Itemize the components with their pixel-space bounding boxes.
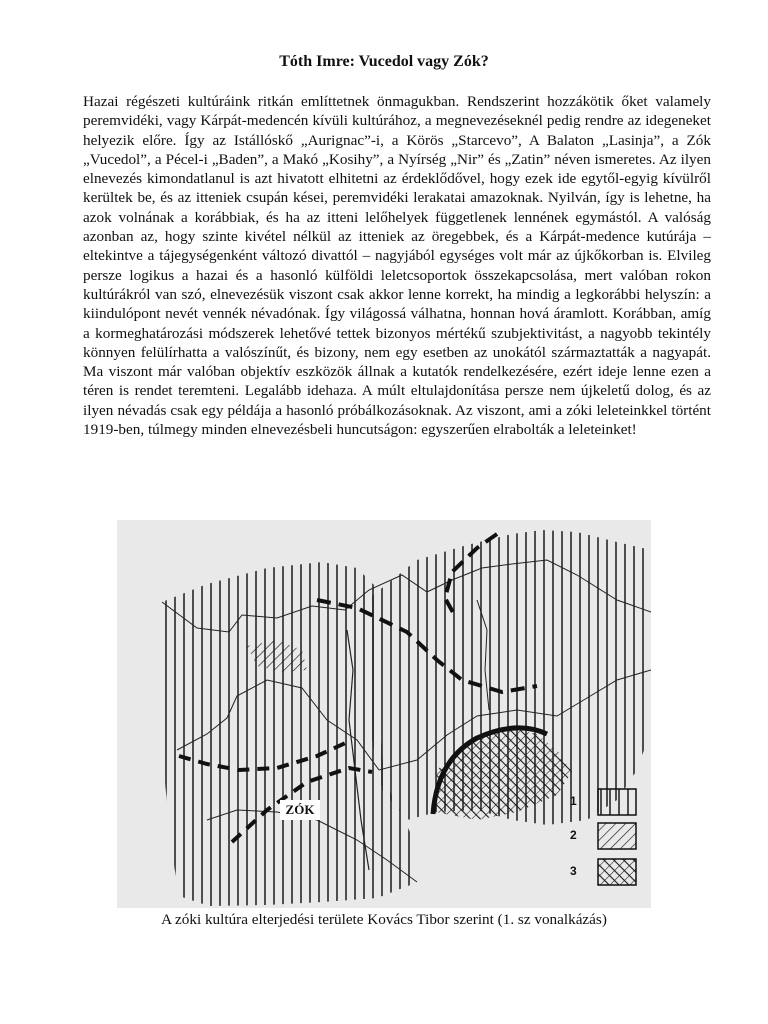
legend-item-1 — [570, 788, 640, 818]
body-paragraph: Hazai régészeti kultúráink ritkán említtetnek önmagukban. Rendszerint hozzákötik őket valamely peremvidéki, vagy Kárpát-medencén kívüli kultúrához, a megnevezéseknél pedig rendre az idegeneket helyezik előre. Így az Istállóskő „Aurignac”-i, a Körös „Starcevo”, A Balaton „Lasinja”, a Zók „Vucedol”, a Pécel-i „Baden”, a Makó „Kosihy”, a Nyírség „Nir” és „Zatin” néven ismeretes. Az ilyen elnevezés kimondatlanul is azt hivatott elhitetni az érdeklődővel, hogy ezek ide egytől-egyig kívülről kerültek be, és az itteniek csupán kései, peremvidéki lerakatai amazoknak. Nyilván, így is lehetne, ha azok volnának a korábbiak, és ha az itteni lelőhelyek függetlenek lennének egymástól. A valóság azonban az, hogy szinte kivétel nélkül az itteniek az öregebbek, és a Kárpát-medence kutúrája – eltekintve a tájegységenként változó divattól – nagyjából egységes volt már az újkőkorban is. Elvileg persze logikus a hazai és a hasonló külföldi leletcsoportok összekapcsolása, mert valóban rokon kultúrákról van szó, elnevezésük viszont csak akkor lenne korrekt, ha mindig a legkorábbi helyszín: a kiindulópont nevét vennék névadónak. Így világossá válhatna, honnan hová áramlott. Korábban, amíg a kormeghatározási módszerek lehetővé tettek bizonyos mértékű szubjektivitást, a nagyobb tekintély könnyen felülírhatta a valószínűt, és bizony, nem egy esetben az unokától származtatták a nagyapát. Ma viszont már valóban objektív eszközök állnak a kutatók rendelkezésére, ezért ideje lenne ezen a téren is rendet teremteni. Legalább idehaza. A múlt eltulajdonítása persze nem újkeletű dolog, és az ilyen névadás csak egy példája a hasonló próbálkozásoknak. Az viszont, ami a zóki leleteinkkel történt 1919-ben, túlmegy minden elnevezésbeli huncutságon: egyszerűen elrabolták a leleteinket! — [83, 93, 711, 439]
document-title: Tóth Imre: Vucedol vagy Zók? — [279, 53, 489, 70]
site-label-zok: ZÓK — [280, 800, 320, 820]
legend-item-3 — [570, 858, 640, 888]
legend-number: 1 — [570, 794, 577, 808]
legend-number: 3 — [570, 864, 577, 878]
legend-swatch-vertical — [597, 788, 637, 816]
legend-item-2 — [570, 822, 640, 852]
figure-caption: A zóki kultúra elterjedési területe Kovács Tibor szerint (1. sz vonalkázás) — [161, 911, 607, 928]
legend-swatch-cross — [597, 858, 637, 886]
distribution-map-figure — [117, 520, 651, 908]
legend-number: 2 — [570, 828, 577, 842]
legend-swatch-diagonal — [597, 822, 637, 850]
